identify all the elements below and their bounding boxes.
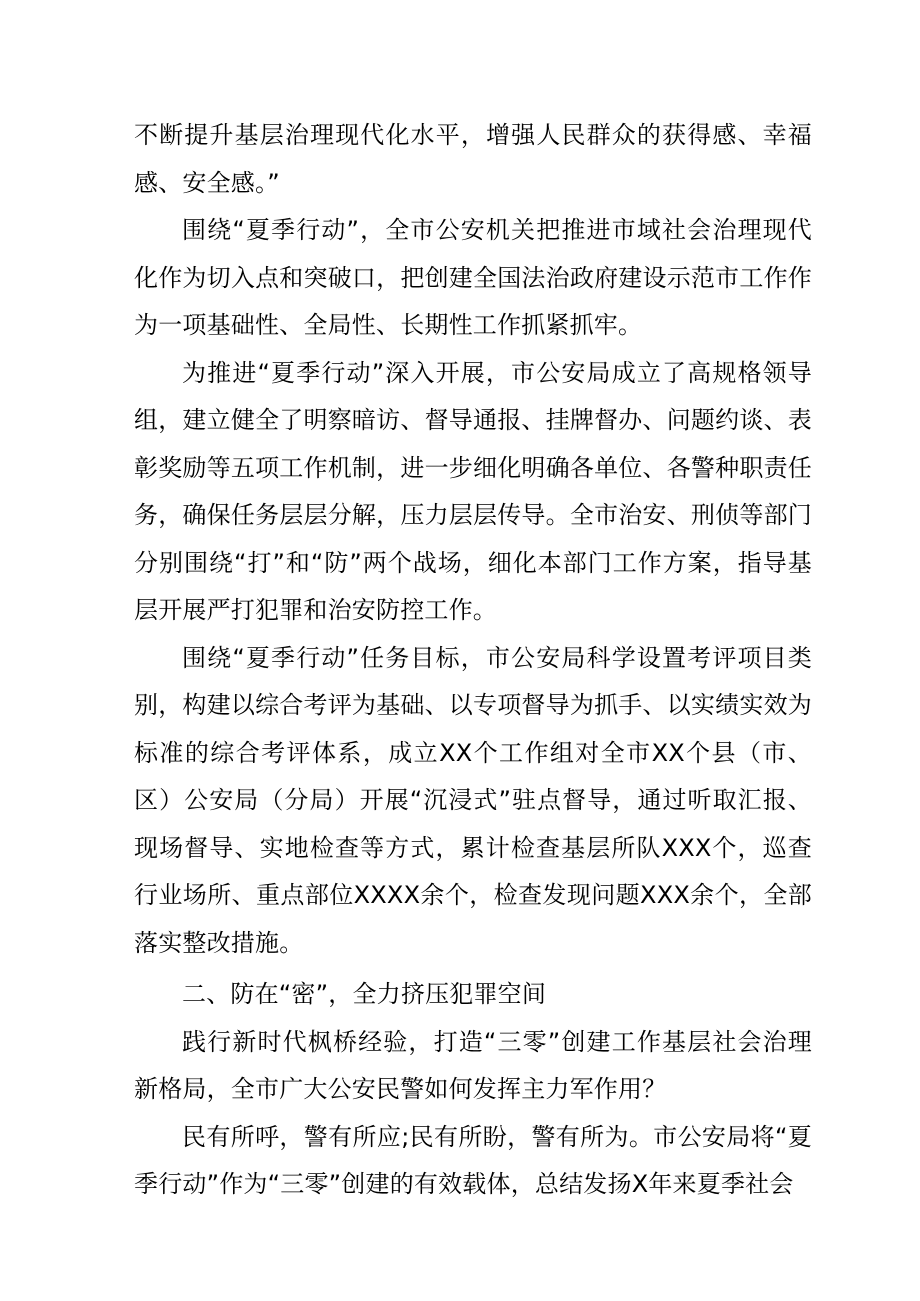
paragraph-6: 民有所呼，警有所应;民有所盼，警有所为。市公安局将“夏季行动”作为“三零”创建的有效载体，总结发扬X年来夏季社会 [134,1122,812,1198]
paragraph-2: 围绕“夏季行动”，全市公安机关把推进市域社会治理现代化作为切入点和突破口，把创建全国法治政府建设示范市工作作为一项基础性、全局性、长期性工作抓紧抓牢。 [134,216,812,339]
paragraph-3: 为推进“夏季行动”深入开展，市公安局成立了高规格领导组，建立健全了明察暗访、督导通报、挂牌督办、问题约谈、表彰奖励等五项工作机制，进一步细化明确各单位、各警种职责任务，确保任务层层分解，压力层层传导。全市治安、刑侦等部门分别围绕“打”和“防”两个战场，细化本部门工作方案，指导基层开展严打犯罪和治安防控工作。 [134,358,812,624]
paragraph-1: 不断提升基层治理现代化水平，增强人民群众的获得感、幸福感、安全感。” [134,121,812,197]
paragraph-5: 践行新时代枫桥经验，打造“三零”创建工作基层社会治理新格局，全市广大公安民警如何发挥主力军作用？ [134,1027,812,1103]
paragraph-4: 围绕“夏季行动”任务目标，市公安局科学设置考评项目类别，构建以综合考评为基础、以专项督导为抓手、以实绩实效为标准的综合考评体系，成立XX个工作组对全市XX个县（市、区）公安局（分局）开展“沉浸式”驻点督导，通过听取汇报、现场督导、实地检查等方式，累计检查基层所队XXX个，巡查行业场所、重点部位XXXX余个，检查发现问题XXX余个，全部落实整改措施。 [134,643,812,957]
section-heading: 二、防在“密”，全力挤压犯罪空间 [182,980,547,1008]
